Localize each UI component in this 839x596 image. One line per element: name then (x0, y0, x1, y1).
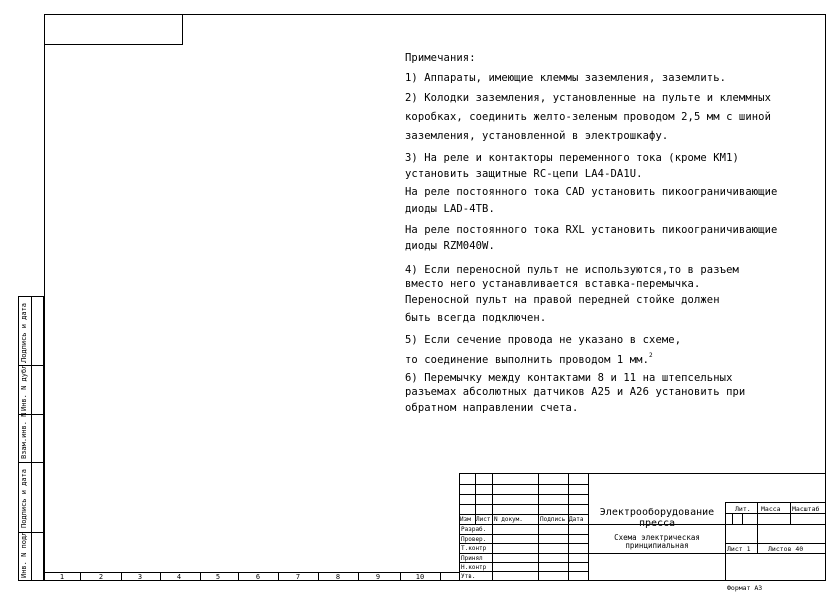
note-line: 1) Аппараты, имеющие клеммы заземления, заземлить. (405, 72, 727, 84)
note-line-text: то соединение выполнить проводом 1 мм. (405, 354, 650, 366)
side-label-podpis-data-2: Подпись и дата (20, 302, 28, 362)
document-title: Электрооборудование пресса (599, 507, 715, 529)
ruler-number: 4 (176, 573, 182, 581)
ruler-number: 8 (335, 573, 341, 581)
note-line: 2) Колодки заземления, установленные на пульте и клеммных (405, 92, 772, 104)
ruler-number: 9 (375, 573, 381, 581)
ruler-number: 1 (59, 573, 65, 581)
format-label: Формат А3 (727, 584, 763, 592)
ruler-number: 10 (415, 573, 425, 581)
side-label-vzam-inv: Взам.инв. N (20, 412, 28, 459)
sheet-label: Лист 1 (727, 545, 751, 553)
note-line: 4) Если переносной пульт не используются,то в разъем (405, 264, 739, 276)
note-line: быть всегда подключен. (405, 312, 547, 324)
role-nkontr: Н.контр (461, 564, 487, 571)
note-line: 5) Если сечение провода не указано в схеме, (405, 334, 682, 346)
role-prover: Провер. (461, 536, 487, 543)
side-label-inv-podl: Инв. N подл (20, 531, 28, 578)
note-line: установить защитные RC-цепи LA4-DA1U. (405, 168, 643, 180)
note-line: диоды LAD-4TB. (405, 203, 495, 215)
ruler-number: 6 (255, 573, 261, 581)
ruler-number: 2 (98, 573, 104, 581)
note-line (405, 350, 653, 366)
note-line: На реле постоянного тока CAD установить пикоограничивающие (405, 186, 778, 198)
note-line: обратном направлении счета. (405, 402, 579, 414)
note-line: диоды RZM040W. (405, 240, 495, 252)
note-line: заземления, установленной в электрошкафу. (405, 130, 669, 142)
document-subtitle: Схема электрическая принципиальная (614, 533, 700, 550)
notes-heading: Примечания: (405, 52, 476, 64)
ruler-number: 5 (215, 573, 221, 581)
note-line: разъемах абсолютных датчиков А25 и А26 установить при (405, 386, 746, 398)
col-header-izm: Изм (460, 516, 471, 523)
role-utv: Утв. (461, 573, 476, 580)
note-line: 3) На реле и контакторы переменного тока (кроме КМ1) (405, 152, 739, 164)
role-tkontr: Т.контр (461, 545, 487, 552)
lit-label: Лит. (735, 505, 751, 513)
note-line: коробках, соединить желто-зеленым проводом 2,5 мм с шиной (405, 111, 772, 123)
top-left-stamp-box (44, 14, 183, 45)
side-label-inv-dubl: Инв. N дубл. (20, 360, 28, 411)
role-prinyal: Принял (461, 555, 483, 562)
ruler-number: 3 (137, 573, 143, 581)
role-razrab: Разраб. (461, 526, 487, 533)
ruler-number: 7 (295, 573, 301, 581)
note-superscript: 2 (649, 352, 653, 359)
sheets-label: Листов 40 (768, 545, 804, 553)
col-header-data: Дата (569, 516, 584, 523)
col-header-list: Лист (476, 516, 491, 523)
scale-label: Масштаб (792, 505, 820, 513)
note-line: вместо него устанавливается вставка-перемычка. (405, 278, 701, 290)
col-header-n-dokum: N докум. (494, 516, 523, 523)
col-header-podpis: Подпись (540, 516, 566, 523)
note-line: Переносной пульт на правой передней стойке должен (405, 294, 720, 306)
side-label-podpis-data: Подпись и дата (20, 468, 28, 528)
note-line: На реле постоянного тока RXL установить пикоограничивающие (405, 224, 778, 236)
mass-label: Масса (761, 505, 781, 513)
note-line: 6) Перемычку между контактами 8 и 11 на штепсельных (405, 372, 733, 384)
